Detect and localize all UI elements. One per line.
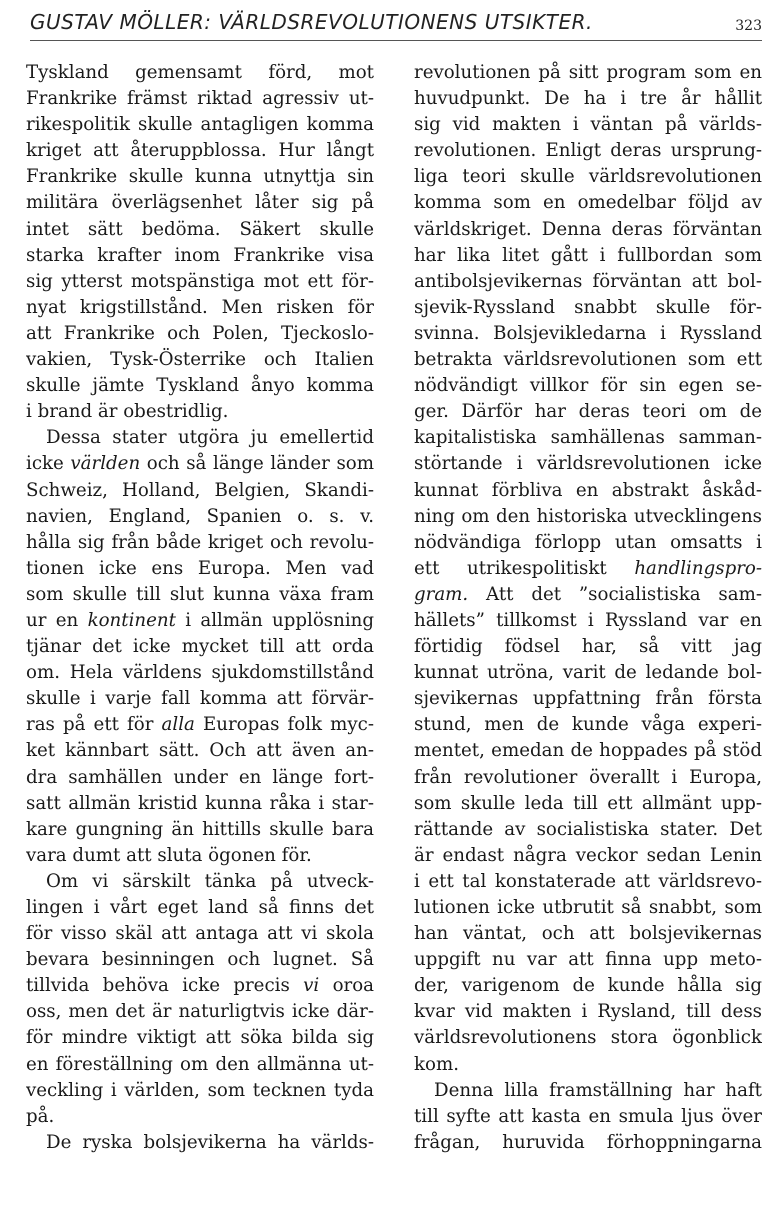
text-line: han väntat, och att bolsjevikernas [414,923,762,945]
text-line: förtidig födsel har, så vitt jag [414,636,762,658]
text-line: liga teori skulle världsrevolutionen [414,166,762,188]
text-line: har lika litet gått i fullbordan som [414,244,762,266]
text-line: Schweiz, Holland, Belgien, Skandi- [26,479,374,501]
text-line: sjevikernas uppfattning från första [414,688,762,710]
text-line: Frankrike främst riktad agressiv ut- [26,88,374,110]
text-line: på. [26,1105,55,1127]
text-line: i brand är obestridlig. [26,401,229,423]
text-line: starka krafter inom Frankrike visa [26,244,374,266]
text-line: kapitalistiska samhällenas samman- [414,427,762,449]
left-column [26,60,374,1156]
text-line: störtande i världsrevolutionen icke [414,453,762,475]
right-column [414,60,762,1156]
text-line: komma som en omedelbar följd av [414,192,762,214]
text-line: mentet, emedan de hoppades på stöd [414,740,762,762]
text-line: hällets” tillkomst i Ryssland var en [414,609,762,631]
text-line: nyat krigstillstånd. Men risken för [26,296,374,318]
text-line: satt allmän kristid kunna råka i star- [26,792,374,814]
text-line: ket kännbart sätt. Och att även an- [26,740,374,762]
text-line: intet sätt bedöma. Säkert skulle [26,218,374,240]
text-line: världskriget. Denna deras förväntan [414,218,762,240]
text-line: kunnat utröna, varit de ledande bol- [414,662,762,684]
text-line: kvar vid makten i Rysland, till dess [414,1001,762,1023]
text-line: att Frankrike och Polen, Tjeckoslo- [26,322,374,344]
text-line: Dessa stater utgöra ju emellertid [46,427,374,449]
text-line: skulle jämte Tyskland ånyo komma [26,375,374,397]
text-line: är endast några veckor sedan Lenin [414,844,762,866]
text-line: tillvida behöva icke precis vi oroa [26,975,374,997]
text-line: nödvändigt villkor för sin egen se- [414,375,762,397]
text-line: dra samhällen under en länge fort- [26,766,374,788]
text-line: tionen icke ens Europa. Men vad [26,557,374,579]
text-line: frågan, huruvida förhoppningarna [414,1131,762,1153]
text-line: en föreställning om den allmänna ut- [26,1053,374,1075]
text-line: oss, men det är naturligtvis icke där- [26,1001,374,1023]
page-number: 323 [735,18,762,34]
text-line: om. Hela världens sjukdomstillstånd [26,662,374,684]
text-line: navien, England, Spanien o. s. v. [26,505,374,527]
text-line: hålla sig från både kriget och revolu- [26,531,374,553]
text-line: ning om den historiska utvecklingens [414,505,762,527]
text-line: ett utrikespolitiskt handlingspro- [414,557,762,579]
text-line: icke världen och så länge länder som [26,453,374,475]
text-line: för visso skäl att antaga att vi skola [26,923,374,945]
text-line: sig vid makten i väntan på världs- [414,114,762,136]
text-line: uppgift nu var att finna upp meto- [414,949,762,971]
text-line: rikespolitik skulle antagligen komma [26,114,374,136]
text-line: kriget att återuppblossa. Hur långt [26,140,374,162]
text-line: ger. Därför har deras teori om de [414,401,762,423]
text-line: lutionen icke utbrutit så snabbt, som [414,897,762,918]
text-line: der, varigenom de kunde hålla sig [414,975,762,997]
text-line: Frankrike skulle kunna utnyttja sin [26,166,374,188]
text-line: sig ytterst motspänstiga mot ett för- [26,270,374,292]
text-line: antibolsjevikernas förväntan att bol- [414,270,762,292]
text-line: vara dumt att sluta ögonen för. [26,844,312,866]
text-line: bevara besinningen och lugnet. Så [26,949,374,971]
text-line: huvudpunkt. De ha i tre år hållit [414,88,762,110]
text-line: vakien, Tysk-Österrike och Italien [26,349,374,371]
text-line: revolutionen på sitt program som en [414,62,762,83]
text-line: betrakta världsrevolutionen som ett [414,349,762,371]
text-line: Denna lilla framställning har haft [434,1079,762,1101]
page-header [30,6,762,41]
text-line: från revolutioner överallt i Europa, [414,766,762,788]
text-line: lingen i vårt eget land så finns det [26,897,374,918]
text-line: svinna. Bolsjevikledarna i Ryssland [414,322,762,344]
running-head: GUSTAV MÖLLER: VÄRLDSREVOLUTIONENS UTSIKTER. [30,10,593,34]
text-line: Om vi särskilt tänka på utveck- [46,870,374,892]
text-line: gram. Att det ”socialistiska sam- [414,583,762,605]
text-line: skulle i varje fall komma att förvär- [26,688,374,710]
text-line: stund, men de kunde våga experi- [414,714,762,736]
text-line: världsrevolutionens stora ögonblick [414,1027,762,1049]
text-line: som skulle leda till ett allmänt upp- [414,792,762,814]
text-line: ur en kontinent i allmän upplösning [26,609,374,631]
text-line: ras på ett för alla Europas folk myc- [26,714,374,736]
text-line: kunnat förbliva en abstrakt åskåd- [414,479,762,501]
text-line: militära överlägsenhet låter sig på [26,192,374,214]
text-line: sjevik-Ryssland snabbt skulle för- [414,296,762,318]
text-line: tjänar det icke mycket till att orda [26,636,374,658]
text-line: rättande av socialistiska stater. Det [414,818,762,840]
text-line: veckling i världen, som tecknen tyda [26,1079,374,1101]
text-line: till syfte att kasta en smula ljus över [414,1105,762,1127]
text-line: nödvändiga förlopp utan omsatts i [414,531,762,553]
text-line: kare gungning än hittills skulle bara [26,818,374,840]
text-line: De ryska bolsjevikerna ha världs- [46,1131,374,1153]
text-line: revolutionen. Enligt deras ursprung- [414,140,762,162]
text-line: kom. [414,1053,459,1075]
text-line: i ett tal konstaterade att världsrevo- [414,870,762,892]
text-line: för mindre viktigt att söka bilda sig [26,1027,374,1049]
text-line: som skulle till slut kunna växa fram [26,583,374,605]
text-line: Tyskland gemensamt förd, mot [26,62,374,83]
